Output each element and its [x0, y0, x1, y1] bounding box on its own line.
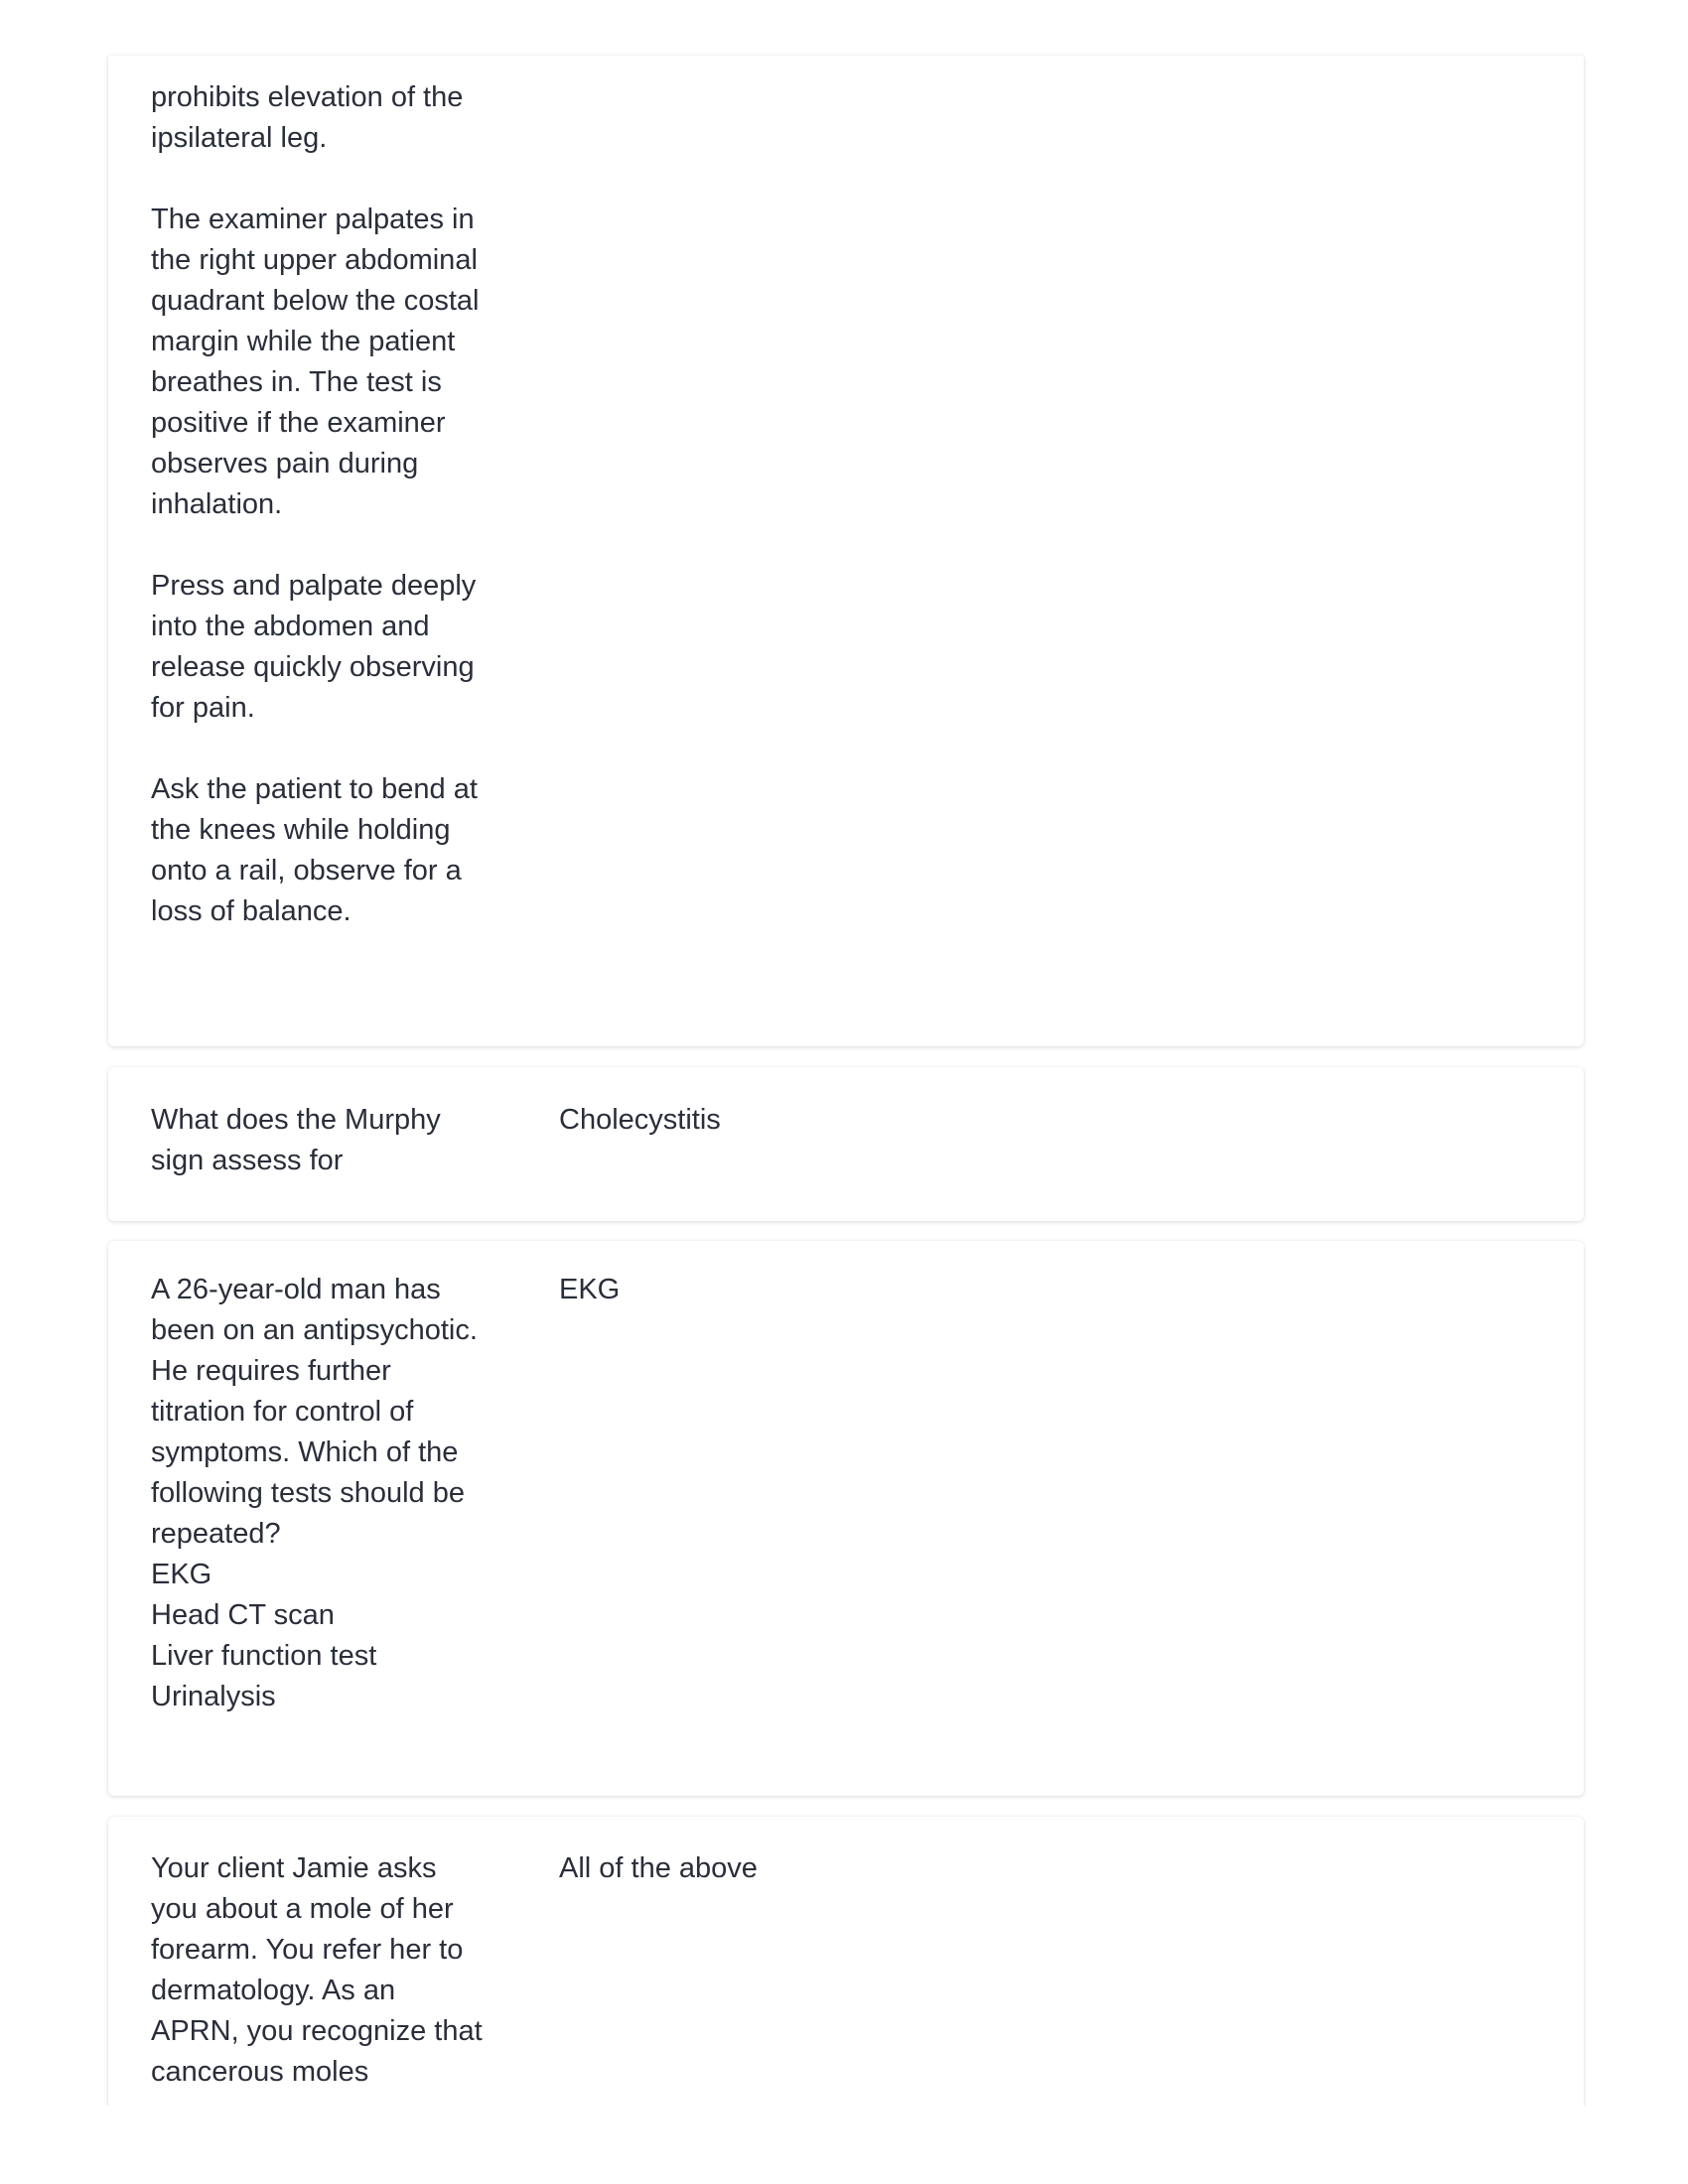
card-answer: Cholecystitis — [559, 1104, 721, 1136]
flashcard-1 — [108, 56, 1584, 1046]
page-bottom-margin — [0, 2106, 1688, 2184]
card-answer: EKG — [559, 1274, 621, 1305]
card-question: Your client Jamie asks you about a mole of her forearm. You refer her to dermatology. As an APRN, you recognize that cancerous moles — [151, 1852, 483, 2088]
card-answer: All of the above — [559, 1852, 758, 1884]
card-question: prohibits elevation of the ipsilateral leg. The examiner palpates in the right upper abdominal quadrant below the costal margin while the patient breathes in. The test is positive if the examiner observes pain during inhalation. Press and palpate deeply into the abdomen and release quickly observing for pain. Ask the patient to bend at the knees while holding onto a rail, observe for a loss of balance. — [151, 81, 480, 927]
flashcard-3 — [108, 1241, 1584, 1796]
flashcard-2 — [108, 1067, 1584, 1221]
card-question: What does the Murphy sign assess for — [151, 1104, 441, 1176]
card-question: A 26-year-old man has been on an antipsychotic. He requires further titration for control of symptoms. Which of the following tests should be repeated? EKG Head CT scan Liver function test Urinalysis — [151, 1274, 478, 1712]
flashcard-4 — [108, 1817, 1584, 2115]
